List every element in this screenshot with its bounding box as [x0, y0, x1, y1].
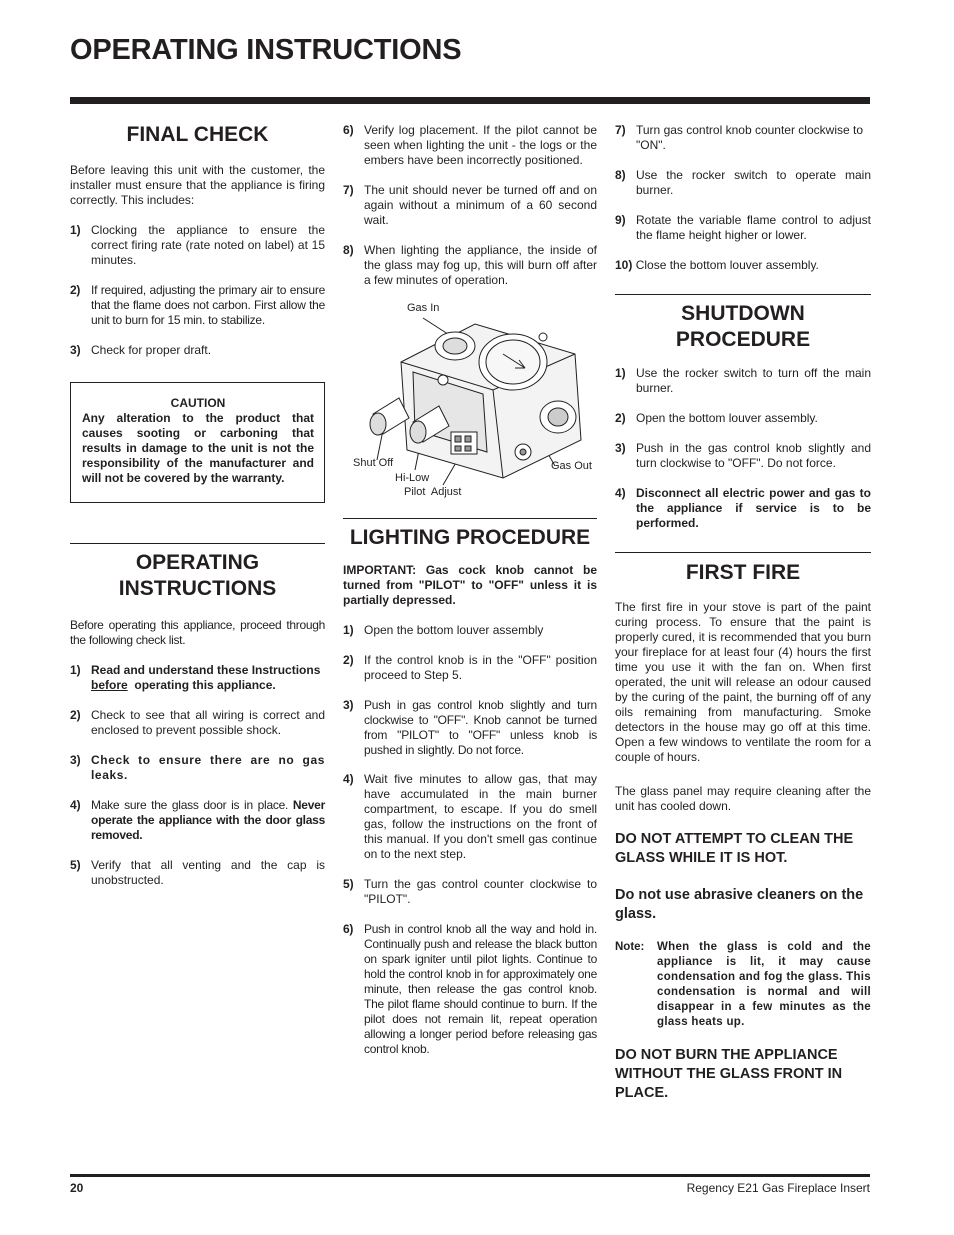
item-number: 1) [70, 663, 81, 677]
list-item [615, 486, 871, 531]
item-text: Check for proper draft. [91, 343, 212, 357]
section-divider [615, 552, 871, 553]
column-3 [615, 123, 871, 1103]
warning-hot-glass: DO NOT ATTEMPT TO CLEAN THE GLASS WHILE IT IS HOT. [615, 831, 854, 866]
item-text: Open the bottom louver assembly [364, 623, 544, 637]
item-text [91, 798, 325, 843]
list-item [615, 441, 871, 471]
item-text: If required, adjusting the primary air to ensure that the flame does not carbon. First allow the unit to burn for 15 min. to stabilize. [91, 283, 325, 327]
item-text-part: Make sure the glass door is in place. [91, 798, 289, 812]
final-check-heading: FINAL CHECK [126, 123, 269, 146]
column-2 [343, 123, 597, 1057]
caution-title: CAUTION [170, 396, 226, 410]
item-number: 5) [70, 858, 81, 872]
list-item [343, 243, 597, 288]
gas-valve-illustration [343, 302, 597, 512]
item-text: Clocking the appliance to ensure the correct firing rate (rate noted on label) at 15 minutes. [91, 223, 325, 267]
list-item [343, 877, 597, 907]
item-number: 1) [615, 366, 626, 380]
list-item [70, 708, 325, 738]
operating-heading-line1: OPERATING [135, 551, 260, 574]
item-number: 3) [70, 753, 81, 767]
gas-valve-diagram [343, 302, 597, 512]
item-text: The unit should never be turned off and on again without a minimum of a 60 second wait. [364, 183, 597, 227]
underlined-word: before [91, 678, 128, 692]
section-divider [70, 543, 325, 544]
section-divider [343, 518, 597, 519]
label-shut-off: Shut Off [353, 457, 394, 469]
warning-abrasive: Do not use abrasive cleaners on the glass. [615, 887, 864, 922]
label-gas-out: Gas Out [551, 460, 592, 472]
item-text: Push in the gas control knob slightly and turn clockwise to "OFF". Do not force. [636, 441, 871, 470]
list-item [615, 411, 871, 426]
item-text [615, 258, 871, 273]
list-item [70, 283, 325, 328]
top-rule [70, 97, 870, 104]
page-title: OPERATING INSTRUCTIONS [70, 34, 462, 66]
section-divider [615, 294, 871, 295]
item-text: Check to ensure there are no gas leaks. [91, 753, 325, 782]
item-text: Push in gas control knob slightly and turn clockwise to "OFF". Knob cannot be turned from "PILOT" to "OFF" unless knob is pushed in slightly. Do not force. [364, 698, 597, 757]
item-text: Check to see that all wiring is correct and enclosed to prevent possible shock. [91, 708, 325, 737]
item-text: Verify that all venting and the cap is unobstructed. [91, 858, 325, 887]
list-item [343, 123, 597, 168]
item-number: 3) [343, 698, 354, 712]
item-number: 4) [615, 486, 626, 500]
caution-text: Any alteration to the product that causes sooting or carboning that results in damage to the unit is not the responsibility of the manufacturer and will not be covered by the warranty. [82, 411, 314, 485]
list-item [615, 168, 871, 198]
final-check-intro: Before leaving this unit with the customer, the installer must ensure that the appliance is firing correctly. This includes: [70, 163, 325, 207]
item-number: 8) [615, 168, 626, 182]
item-number: 1) [343, 623, 354, 637]
item-number: 3) [615, 441, 626, 455]
list-item [615, 213, 871, 243]
first-fire-heading: FIRST FIRE [685, 561, 801, 584]
item-number: 6) [343, 123, 354, 137]
label-hi-low: Hi-Low [395, 472, 430, 484]
caution-box [70, 382, 325, 503]
operating-heading-line2: INSTRUCTIONS [118, 577, 277, 600]
item-text: If the control knob is in the "OFF" position proceed to Step 5. [364, 653, 597, 682]
item-number: 7) [615, 123, 626, 137]
item-text: Push in control knob all the way and hold in. Continually push and release the black button on spark igniter until pilot lights. Continue to hold the control knob in for approximately one minute, then release the gas control knob. The pilot flame should continue to burn. If the pilot does not remain lit, repeat operation allowing a longer period before releasing gas control knob. [364, 922, 597, 1056]
list-item [70, 223, 325, 268]
label-pilot-adjust: Pilot Adjust [404, 486, 462, 498]
bottom-rule [70, 1174, 870, 1177]
lighting-heading: LIGHTING PROCEDURE [349, 526, 591, 549]
footer-title: Regency E21 Gas Fireplace Insert [686, 1181, 870, 1195]
item-text [91, 663, 325, 693]
item-text: Disconnect all electric power and gas to the appliance if service is to be performed. [636, 486, 871, 530]
item-number: 2) [615, 411, 626, 425]
lighting-important: IMPORTANT: Gas cock knob cannot be turned from "PILOT" to "OFF" unless it is partially depressed. [343, 563, 597, 607]
page-number: 20 [70, 1181, 84, 1195]
item-number: 9) [615, 213, 626, 227]
item-number: 8) [343, 243, 354, 257]
item-text: Rotate the variable flame control to adjust the flame height higher or lower. [636, 213, 871, 242]
list-item [70, 753, 325, 783]
list-item [343, 183, 597, 228]
item-text: Use the rocker switch to operate main burner. [636, 168, 871, 197]
list-item [343, 698, 597, 758]
item-number: 5) [343, 877, 354, 891]
item-number: 3) [70, 343, 81, 357]
note-text: When the glass is cold and the appliance is lit, it may cause condensation and fog the glass. This condensation is normal and will disappear in a few minutes as the glass heats up. [657, 941, 871, 1028]
list-item [70, 663, 325, 693]
condensation-note [615, 940, 871, 1030]
item-text-bold: Never operate the appliance with the door glass removed. [91, 798, 325, 842]
list-item [343, 653, 597, 683]
shutdown-heading-line2: PROCEDURE [675, 328, 811, 351]
list-item [615, 123, 871, 153]
list-item [343, 623, 597, 638]
item-text: Use the rocker switch to turn off the main burner. [636, 366, 871, 395]
note-label: Note: [615, 941, 645, 953]
warning-glass-front: DO NOT BURN THE APPLIANCE WITHOUT THE GLASS FRONT IN PLACE. [615, 1047, 843, 1101]
list-item [70, 798, 325, 843]
item-number: 1) [70, 223, 81, 237]
item-number: 2) [343, 653, 354, 667]
list-item [70, 343, 325, 358]
shutdown-heading [615, 301, 871, 353]
item-number: 7) [343, 183, 354, 197]
list-item [615, 366, 871, 396]
list-item [615, 258, 871, 273]
list-item [70, 858, 325, 888]
operating-intro: Before operating this appliance, proceed through the following check list. [70, 618, 325, 647]
item-text-part: Close the bottom louver assembly. [635, 258, 819, 272]
item-text: When lighting the appliance, the inside of the glass may fog up, this will burn off after a few minutes of operation. [364, 243, 597, 287]
item-number: 2) [70, 283, 81, 297]
item-number: 10) [615, 258, 633, 272]
item-text: Wait five minutes to allow gas, that may have accumulated in the main burner compartment, to escape. If you do smell gas, follow the instructions on the front of this manual. If you don't smell gas continue on to the next step. [364, 772, 597, 861]
first-fire-paragraph: The first fire in your stove is part of the paint curing process. To ensure that the paint is properly cured, it is recommended that you burn your fireplace for at least four (4) hours the first time you use it with the fan on. When first operated, the unit will release an odour caused by the curing of the paint, the burning off of any oils remaining from manufacturing. Smoke detectors in the house may go off at this time. Open a few windows to ventilate the room for a couple of hours. [615, 600, 871, 764]
item-text: Open the bottom louver assembly. [636, 411, 818, 425]
label-gas-in: Gas In [407, 302, 440, 314]
item-number: 6) [343, 922, 354, 936]
column-1 [70, 118, 325, 888]
item-text-part: Read and understand these Instructions [91, 663, 321, 677]
list-item [343, 772, 597, 862]
item-number: 2) [70, 708, 81, 722]
item-text: Turn gas control knob counter clockwise to "ON". [636, 123, 863, 152]
item-text: Turn the gas control counter clockwise to "PILOT". [364, 877, 597, 906]
list-item [343, 922, 597, 1057]
shutdown-heading-line1: SHUTDOWN [681, 302, 805, 325]
first-fire-paragraph: The glass panel may require cleaning after the unit has cooled down. [615, 784, 871, 813]
operating-heading [70, 550, 325, 602]
item-text-part: operating this appliance. [134, 678, 276, 692]
item-number: 4) [70, 798, 81, 812]
item-text: Verify log placement. If the pilot cannot be seen when lighting the unit - the logs or the embers have been incorrectly positioned. [364, 123, 597, 167]
item-number: 4) [343, 772, 354, 786]
